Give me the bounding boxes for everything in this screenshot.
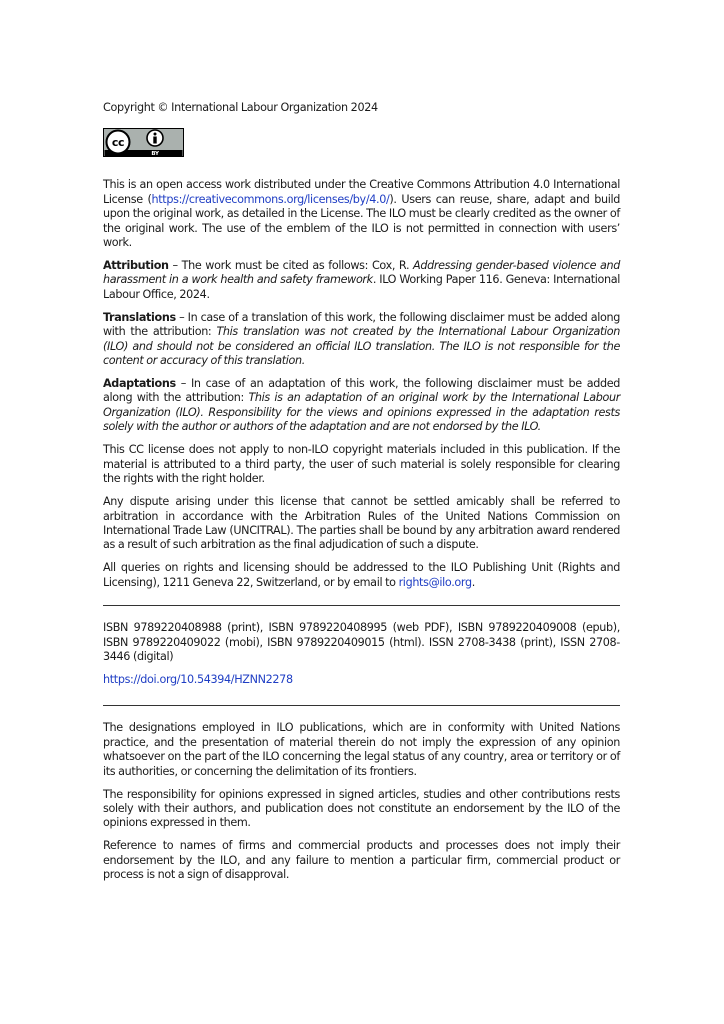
- rights-email-link[interactable]: rights@ilo.org: [398, 575, 472, 589]
- copyright-page: [103, 101, 620, 883]
- divider: [103, 605, 620, 606]
- divider: [103, 705, 620, 706]
- designations-paragraph: The designations employed in ILO publications, which are in conformity with United Nations practice, and the presentation of material therein do not imply the expression of any opinion whatsoever on the part of the ILO concerning the legal status of any country, area or territory or of its authorities, or concerning the delimitation of its frontiers.: [103, 721, 620, 778]
- non-ilo-paragraph: This CC license does not apply to non-ILO copyright materials included in this publication. If the material is attributed to a third party, the user of such material is solely responsible for clearing the rights with the right holder.: [103, 443, 620, 486]
- isbn-paragraph: ISBN 9789220408988 (print), ISBN 9789220408995 (web PDF), ISBN 9789220409008 (epub), ISBN 9789220409022 (mobi), ISBN 9789220409015 (html). ISSN 2708-3438 (print), ISSN 2708-3446 (digital): [103, 621, 620, 663]
- adaptation-disclaimer: This is an adaptation of an original work by the International Labour Organization (ILO). Responsibility for the views and opinions expressed in the adaptation rests solely with the author or authors of the adaptation and are not endorsed by the ILO.: [103, 391, 620, 434]
- license-paragraph: This is an open access work distributed under the Creative Commons Attribution 4.0 International License (https://creativecommons.org/licenses/by/4.0/). Users can reuse, share, adapt and build upon the original work, as detailed in the License. The ILO must be clearly credited as the owner of the original work. The use of the emblem of the ILO is not permitted in connection with users’ work.: [103, 178, 620, 250]
- attribution-paragraph: Attribution – The work must be cited as follows: Cox, R. Addressing gender-based violence and harassment in a work health and safety framework. ILO Working Paper 116. Geneva: International Labour Office, 2024.: [103, 259, 621, 301]
- responsibility-paragraph: The responsibility for opinions expressed in signed articles, studies and other contributions rests solely with their authors, and publication does not constitute an endorsement by the ILO of the opinions expressed in them.: [103, 787, 620, 830]
- translation-disclaimer: This translation was not created by the International Labour Organization (ILO) and should not be considered an official ILO translation. The ILO is not responsible for the content or accuracy of this translation.: [103, 325, 620, 368]
- translations-paragraph: Translations – In case of a translation of this work, the following disclaimer must be added along with the attribution: This translation was not created by the International Labour Organization (ILO) and should not be considered an official ILO translation. The ILO is not responsible for the content or accuracy of this translation.: [103, 310, 620, 368]
- queries-paragraph: All queries on rights and licensing should be addressed to the ILO Publishing Unit (Rights and Licensing), 1211 Geneva 22, Switzerland, or by email to rights@ilo.org.: [103, 561, 620, 589]
- dispute-paragraph: Any dispute arising under this license that cannot be settled amicably shall be referred to arbitration in accordance with the Arbitration Rules of the United Nations Commission on International Trade Law (UNCITRAL). The parties shall be bound by any arbitration award rendered as a result of such arbitration as the final adjudication of such a dispute.: [103, 495, 620, 552]
- cc-by-license-icon: [103, 128, 184, 157]
- doi-link[interactable]: https://doi.org/10.54394/HZNN2278: [103, 672, 293, 686]
- license-link[interactable]: https://creativecommons.org/licenses/by/4.0/: [151, 192, 390, 206]
- adaptations-paragraph: Adaptations – In case of an adaptation of this work, the following disclaimer must be added along with the attribution: This is an adaptation of an original work by the International Labour Organization (ILO). Responsibility for the views and opinions expressed in the adaptation rests solely with the author or authors of the adaptation and are not endorsed by the ILO.: [103, 377, 620, 434]
- work-title: Addressing gender-based violence and harassment in a work health and safety framework: [103, 259, 620, 287]
- reference-paragraph: Reference to names of firms and commercial products and processes does not imply their endorsement by the ILO, and any failure to mention a particular firm, commercial product or process is not a sign of disapproval.: [103, 839, 620, 882]
- translations-heading: Translations: [103, 310, 176, 324]
- cc-icon-text: cc: [111, 136, 125, 150]
- adaptations-heading: Adaptations: [103, 377, 176, 391]
- attribution-heading: Attribution: [103, 259, 169, 273]
- by-icon-text: BY: [151, 151, 159, 158]
- doi-line: [103, 673, 620, 687]
- copyright-line: Copyright © International Labour Organization 2024: [103, 101, 378, 114]
